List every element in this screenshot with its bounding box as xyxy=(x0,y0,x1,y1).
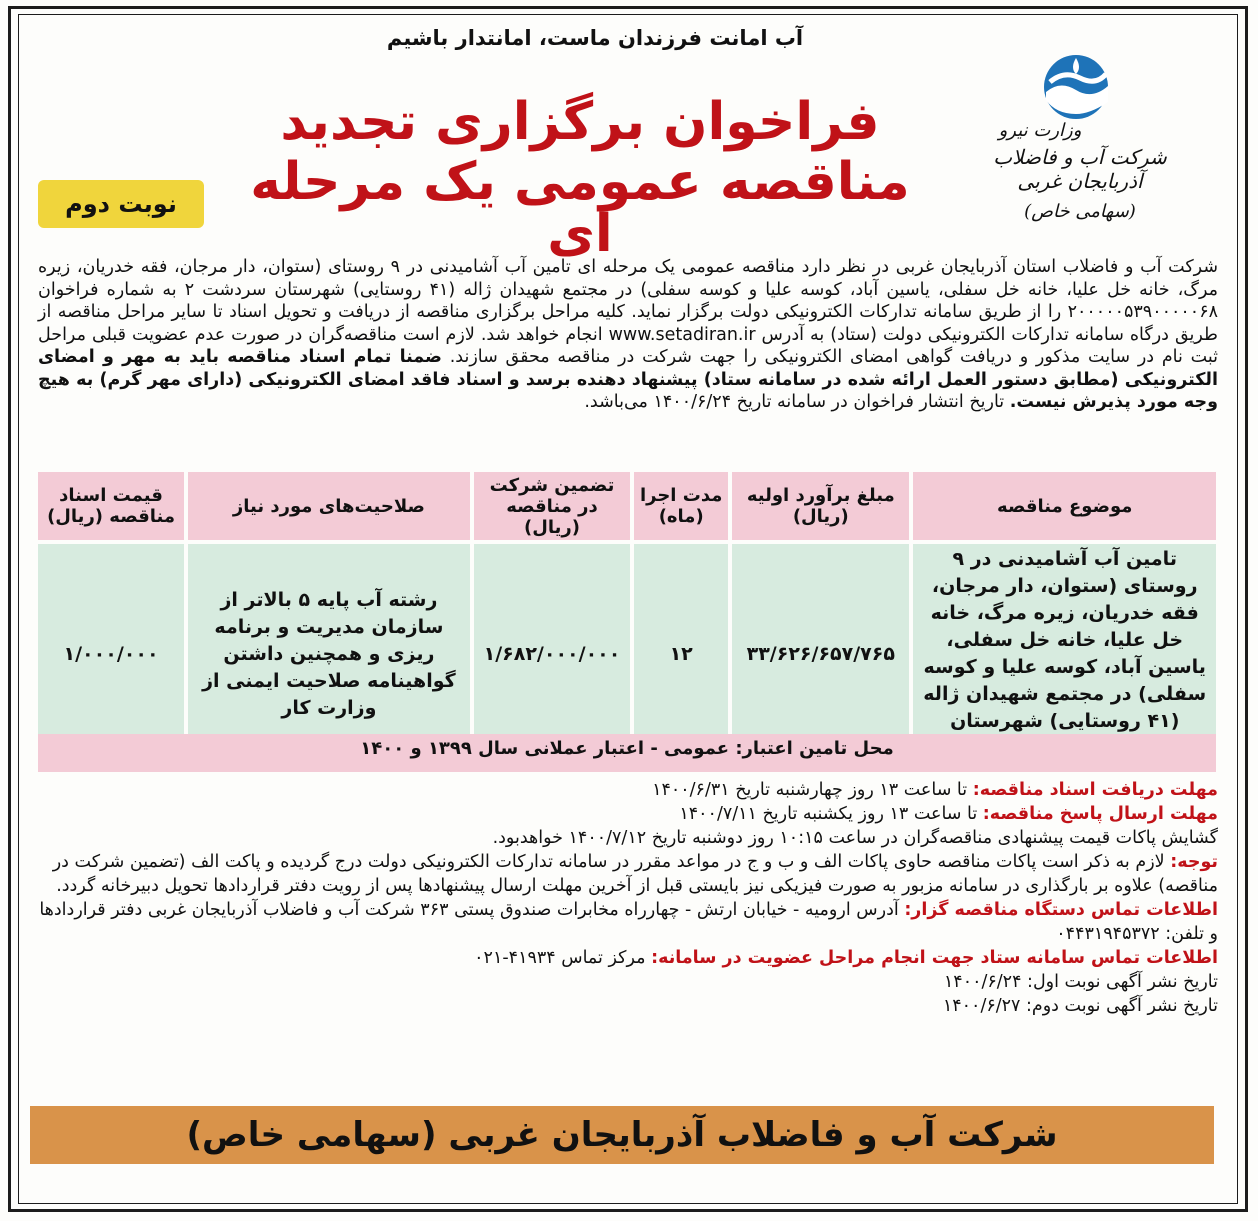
organization-block xyxy=(960,120,1200,222)
cell-subject: تامین آب آشامیدنی در ۹ روستای (ستوان، دار مرجان، فقه خدریان، زیره مرگ، خانه خل علیا، خانه خل سفلی، یاسین آباد، کوسه علیا و کوسه سفلی) در مجتمع شهیدان ژاله (۴۱ روستایی) شهرستان xyxy=(913,544,1216,764)
intro-paragraph xyxy=(38,256,1218,414)
intro-bold-text: ضمنا تمام اسناد مناقصه باید به مهر و امضای الکترونیکی (مطابق دستور العمل ارائه شده در سامانه ستاد) پیشنهاد دهنده برسد و اسناد فاقد امضای الکترونیکی (دارای مهر گرم) به هیچ وجه مورد پذیرش نیست. xyxy=(38,347,1218,412)
footer-company-banner: شرکت آب و فاضلاب آذربایجان غربی (سهامی خاص) xyxy=(30,1106,1214,1164)
details-section xyxy=(38,778,1218,1018)
receive-deadline xyxy=(38,778,1218,802)
header-estimate: مبلغ برآورد اولیه (ریال) xyxy=(732,472,909,540)
submit-deadline xyxy=(38,802,1218,826)
setad-contact xyxy=(38,946,1218,970)
submit-deadline-label: مهلت ارسال پاسخ مناقصه: xyxy=(982,804,1218,824)
slogan: آب امانت فرزندان ماست، امانتدار باشیم xyxy=(386,26,804,50)
round-badge: نوبت دوم xyxy=(38,180,204,228)
company-type: (سهامی خاص) xyxy=(1024,201,1136,222)
tender-table xyxy=(34,468,1220,768)
cell-guarantee: ۱/۶۸۲/۰۰۰/۰۰۰ xyxy=(474,544,630,764)
title-line-2: مناقصه عمومی یک مرحله ای xyxy=(250,152,910,264)
header-duration: مدت اجرا (ماه) xyxy=(634,472,728,540)
cell-qualifications: رشته آب پایه ۵ بالاتر از سازمان مدیریت و برنامه ریزی و همچنین داشتن گواهینامه صلاحیت ایمنی از وزارت کار xyxy=(188,544,470,764)
header-qualifications: صلاحیت‌های مورد نیاز xyxy=(188,472,470,540)
contact-label: اطلاعات تماس دستگاه مناقصه گزار: xyxy=(904,900,1218,920)
title-line-1: فراخوان برگزاری تجدید xyxy=(280,92,880,152)
cell-duration: ۱۲ xyxy=(634,544,728,764)
note-label: توجه: xyxy=(1170,852,1218,872)
contact-value: آدرس ارومیه - خیابان ارتش - چهارراه مخابرات صندوق پستی ۳۶۳ شرکت آب و فاضلاب آذربایجان غربی دفتر قراردادها و تلفن: ۰۴۴۳۱۹۴۵۳۷۲ xyxy=(39,900,1218,944)
note-value: لازم به ذکر است پاکات مناقصه حاوی پاکات الف و ب و ج در مواعد مقرر در سامانه تدارکات الکترونیکی دولت درج گردیده و پاکت الف (تضمین شرکت در مناقصه) علاوه بر بارگذاری در سامانه مزبور به صورت فیزیکی نیز بایستی قبل از آخرین مهلت ارسال پیشنهادها پس از رویت دفتر قراردادها تحویل دبیرخانه گردد. xyxy=(52,852,1218,896)
table-row xyxy=(38,544,1216,764)
contact-info xyxy=(38,898,1218,946)
setad-label: اطلاعات تماس سامانه ستاد جهت انجام مراحل عضویت در سامانه: xyxy=(651,948,1218,968)
ministry-name: وزارت نیرو xyxy=(998,120,1082,141)
submit-deadline-value: تا ساعت ۱۳ روز یکشنبه تاریخ ۱۴۰۰/۷/۱۱ xyxy=(679,804,978,824)
header-doc-price: قیمت اسناد مناقصه (ریال) xyxy=(38,472,184,540)
publish-date-text: تاریخ انتشار فراخوان در سامانه تاریخ ۱۴۰۰/۶/۲۴ می‌باشد. xyxy=(584,392,1005,412)
opening-text: گشایش پاکات قیمت پیشنهادی مناقصه‌گران در ساعت ۱۰:۱۵ روز دوشنبه تاریخ ۱۴۰۰/۷/۱۲ خواهدبود. xyxy=(492,828,1218,848)
header-subject: موضوع مناقصه xyxy=(913,472,1216,540)
receive-deadline-value: تا ساعت ۱۳ روز چهارشنبه تاریخ ۱۴۰۰/۶/۳۱ xyxy=(652,780,968,800)
setad-value: مرکز تماس ۴۱۹۳۴-۰۲۱ xyxy=(474,948,646,968)
cell-estimate: ۳۳/۶۲۶/۶۵۷/۷۶۵ xyxy=(732,544,909,764)
intro-text: شرکت آب و فاضلاب استان آذربایجان غربی در نظر دارد مناقصه عمومی یک مرحله ای تامین آب آشامیدنی در ۹ روستای (ستوان، دار مرجان، فقه خدریان، زیره مرگ، خانه خل علیا، خانه خل سفلی، یاسین آباد، کوسه علیا و کوسه سفلی) در مجتمع شهیدان ژاله (۴۱ روستایی) شهرستان سردشت ۲ به شماره فراخوان ۲۰۰۰۰۰۵۳۹۰۰۰۰۰۶۸ را از طریق سامانه تدارکات الکترونیکی دولت برگزار نماید. کلیه مراحل برگزاری مناقصه از دریافت و تحویل اسناد تا سایر مراحل مناقصه از طریق درگاه سامانه تدارکات الکترونیکی دولت (ستاد) به آدرس www.setadiran.ir انجام خواهد شد. لازم است مناقصه‌گران در صورت عدم عضویت قبلی مراحل ثبت نام در سایت مذکور و دریافت گواهی امضای الکترونیکی را جهت شرکت در مناقصه محقق سازند. xyxy=(38,257,1218,367)
publish-date-first: تاریخ نشر آگهی نوبت اول: ۱۴۰۰/۶/۲۴ xyxy=(943,972,1218,992)
receive-deadline-label: مهلت دریافت اسناد مناقصه: xyxy=(972,780,1218,800)
credit-source: محل تامین اعتبار: عمومی - اعتبار عملانی سال ۱۳۹۹ و ۱۴۰۰ xyxy=(38,734,1216,772)
water-company-logo-icon xyxy=(1030,52,1122,122)
company-name: شرکت آب و فاضلاب آذربایجان غربی xyxy=(993,145,1167,193)
publish-date-second: تاریخ نشر آگهی نوبت دوم: ۱۴۰۰/۶/۲۷ xyxy=(942,996,1218,1016)
header-guarantee: تضمین شرکت در مناقصه (ریال) xyxy=(474,472,630,540)
table-header-row xyxy=(38,472,1216,540)
cell-doc-price: ۱/۰۰۰/۰۰۰ xyxy=(38,544,184,764)
note xyxy=(38,850,1218,898)
